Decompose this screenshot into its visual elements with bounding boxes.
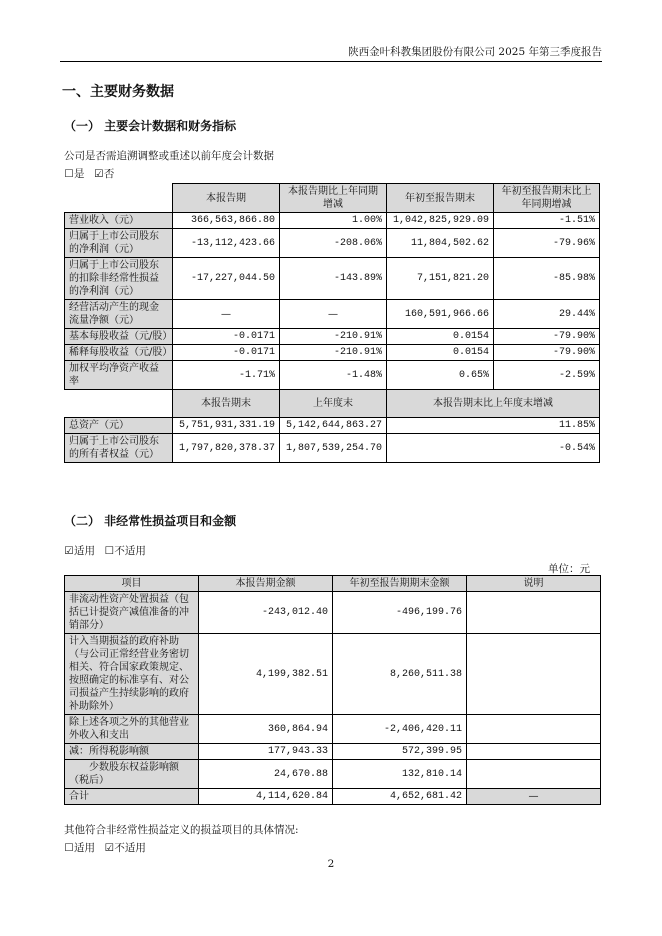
table-header-cell: 年初至报告期末 (387, 184, 494, 213)
section-title: 一、主要财务数据 (62, 84, 174, 100)
table-cell: -0.0171 (173, 345, 280, 361)
page-number: 2 (327, 858, 335, 870)
checked-box-icon: ☑ (64, 545, 74, 557)
table-cell: — (173, 300, 280, 329)
table-cell: -143.89% (280, 258, 387, 300)
row-label: 稀释每股收益（元/股） (65, 345, 173, 361)
table-row (65, 229, 600, 258)
table-cell: 4,199,382.51 (199, 634, 333, 715)
table-cell: -85.98% (494, 258, 600, 300)
unchecked-box-icon: ☐ (64, 168, 74, 180)
table-cell: -79.90% (494, 329, 600, 345)
table-cell: -210.91% (280, 345, 387, 361)
non-recurring-table (64, 575, 601, 805)
row-label: 除上述各项之外的其他营业外收入和支出 (65, 715, 199, 744)
row-label: 非流动性资产处置损益（包括已计提资产减值准备的冲销部分） (65, 592, 199, 634)
table-header-cell: 上年度末 (280, 390, 387, 418)
table-header-cell (65, 184, 173, 213)
table-cell: — (280, 300, 387, 329)
table-cell: 4,114,620.84 (199, 789, 333, 805)
table-header-cell: 项目 (65, 576, 199, 592)
table-cell: -79.96% (494, 229, 600, 258)
table-cell: -208.06% (280, 229, 387, 258)
row-label: 计入当期损益的政府补助（与公司正常经营业务密切相关、符合国家政策规定、按照确定的标准享有、对公司损益产生持续影响的政府补助除外） (65, 634, 199, 715)
subsection-title-2: （二） 非经常性损益项目和金额 (64, 514, 237, 528)
row-label: 少数股东权益影响额（税后） (65, 760, 199, 789)
other-items-options (64, 840, 146, 855)
table-cell: -210.91% (280, 329, 387, 345)
subsection-title-1: （一） 主要会计数据和财务指标 (64, 119, 237, 133)
table-header-cell: 说明 (467, 576, 601, 592)
table-cell: -13,112,423.66 (173, 229, 280, 258)
table-cell: — (467, 789, 601, 805)
table-row (65, 258, 600, 300)
row-label: 加权平均净资产收益率 (65, 361, 173, 390)
checked-box-icon: ☑ (104, 842, 115, 854)
table-row (65, 300, 600, 329)
table-row (65, 345, 600, 361)
row-label: 基本每股收益（元/股） (65, 329, 173, 345)
table-cell: 29.44% (494, 300, 600, 329)
table-row (65, 361, 600, 390)
table-cell (467, 634, 601, 715)
header-divider (60, 61, 602, 62)
table-row (65, 434, 600, 463)
table-cell: 572,399.95 (333, 744, 467, 760)
row-label: 归属于上市公司股东的净利润（元） (65, 229, 173, 258)
table-cell: 5,751,931,331.19 (173, 418, 280, 434)
table-cell: 0.65% (387, 361, 494, 390)
row-label: 归属于上市公司股东的扣除非经常性损益的净利润（元） (65, 258, 173, 300)
table-cell: 132,810.14 (333, 760, 467, 789)
table-header-cell: 本报告期金额 (199, 576, 333, 592)
not-applicable-label: 不适用 (114, 545, 146, 557)
table-header-cell: 本报告期比上年同期增减 (280, 184, 387, 213)
table-cell: 1.00% (280, 213, 387, 229)
unchecked-box-icon: ☐ (64, 842, 74, 854)
table-cell: -17,227,044.50 (173, 258, 280, 300)
row-label: 总资产（元） (65, 418, 173, 434)
row-label: 减：所得税影响额 (65, 744, 199, 760)
table-cell: 1,042,825,929.09 (387, 213, 494, 229)
table-header-cell: 本报告期 (173, 184, 280, 213)
checked-box-icon: ☑ (94, 168, 104, 180)
applicable-label: 适用 (74, 842, 95, 854)
table-cell: 11.85% (387, 418, 600, 434)
table-cell: -2,406,420.11 (333, 715, 467, 744)
unchecked-box-icon: ☐ (104, 545, 115, 557)
table-header-cell: 本报告期末 (173, 390, 280, 418)
table-cell (467, 760, 601, 789)
table-cell: 1,797,820,378.37 (173, 434, 280, 463)
table-header-cell: 年初至报告期期末金额 (333, 576, 467, 592)
unit-label: 单位：元 (548, 563, 590, 575)
table-cell: 7,151,821.20 (387, 258, 494, 300)
row-label: 营业收入（元） (65, 213, 173, 229)
table-cell: 5,142,644,863.27 (280, 418, 387, 434)
row-label: 合计 (65, 789, 199, 805)
table-cell: 366,563,866.80 (173, 213, 280, 229)
other-items-note: 其他符合非经常性损益定义的损益项目的具体情况: (64, 824, 299, 836)
table-cell (467, 592, 601, 634)
table-cell: -79.90% (494, 345, 600, 361)
report-header: 陕西金叶科教集团股份有限公司 2025 年第三季度报告 (348, 46, 602, 58)
table-cell: -2.59% (494, 361, 600, 390)
table-row (65, 634, 601, 715)
table-row (65, 760, 601, 789)
table-cell: 0.0154 (387, 345, 494, 361)
restatement-question: 公司是否需追溯调整或重述以前年度会计数据 (64, 150, 274, 162)
table-header-row (65, 390, 600, 418)
table-cell: -243,012.40 (199, 592, 333, 634)
table-cell: -1.51% (494, 213, 600, 229)
table-cell (467, 744, 601, 760)
table-cell: 1,807,539,254.70 (280, 434, 387, 463)
table-cell: -0.0171 (173, 329, 280, 345)
table-cell: -1.48% (280, 361, 387, 390)
table-header-row (65, 184, 600, 213)
table-row (65, 715, 601, 744)
table-cell: 160,591,966.66 (387, 300, 494, 329)
applicable-label: 适用 (74, 545, 95, 557)
table-header-row (65, 576, 601, 592)
option-no-label: 否 (103, 168, 115, 180)
applicability-options (64, 543, 146, 558)
option-yes-label: 是 (74, 168, 85, 180)
table-cell (467, 715, 601, 744)
not-applicable-label: 不适用 (114, 842, 146, 854)
table-row (65, 592, 601, 634)
table-row (65, 213, 600, 229)
row-label: 经营活动产生的现金流量净额（元） (65, 300, 173, 329)
table-header-cell: 年初至报告期末比上年同期增减 (494, 184, 600, 213)
table-cell: 0.0154 (387, 329, 494, 345)
row-label: 归属于上市公司股东的所有者权益（元） (65, 434, 173, 463)
table-cell: 4,652,681.42 (333, 789, 467, 805)
key-financial-table (64, 183, 600, 463)
table-cell: 8,260,511.38 (333, 634, 467, 715)
table-cell: 11,804,502.62 (387, 229, 494, 258)
restatement-options (64, 166, 114, 181)
table-cell: -496,199.76 (333, 592, 467, 634)
table-cell: -0.54% (387, 434, 600, 463)
table-row (65, 329, 600, 345)
table-cell: 24,670.88 (199, 760, 333, 789)
blank-cell (65, 390, 173, 418)
table-row (65, 789, 601, 805)
table-header-cell: 本报告期末比上年度末增减 (387, 390, 600, 418)
table-cell: 177,943.33 (199, 744, 333, 760)
table-row (65, 744, 601, 760)
table-row (65, 418, 600, 434)
table-cell: 360,864.94 (199, 715, 333, 744)
table-cell: -1.71% (173, 361, 280, 390)
